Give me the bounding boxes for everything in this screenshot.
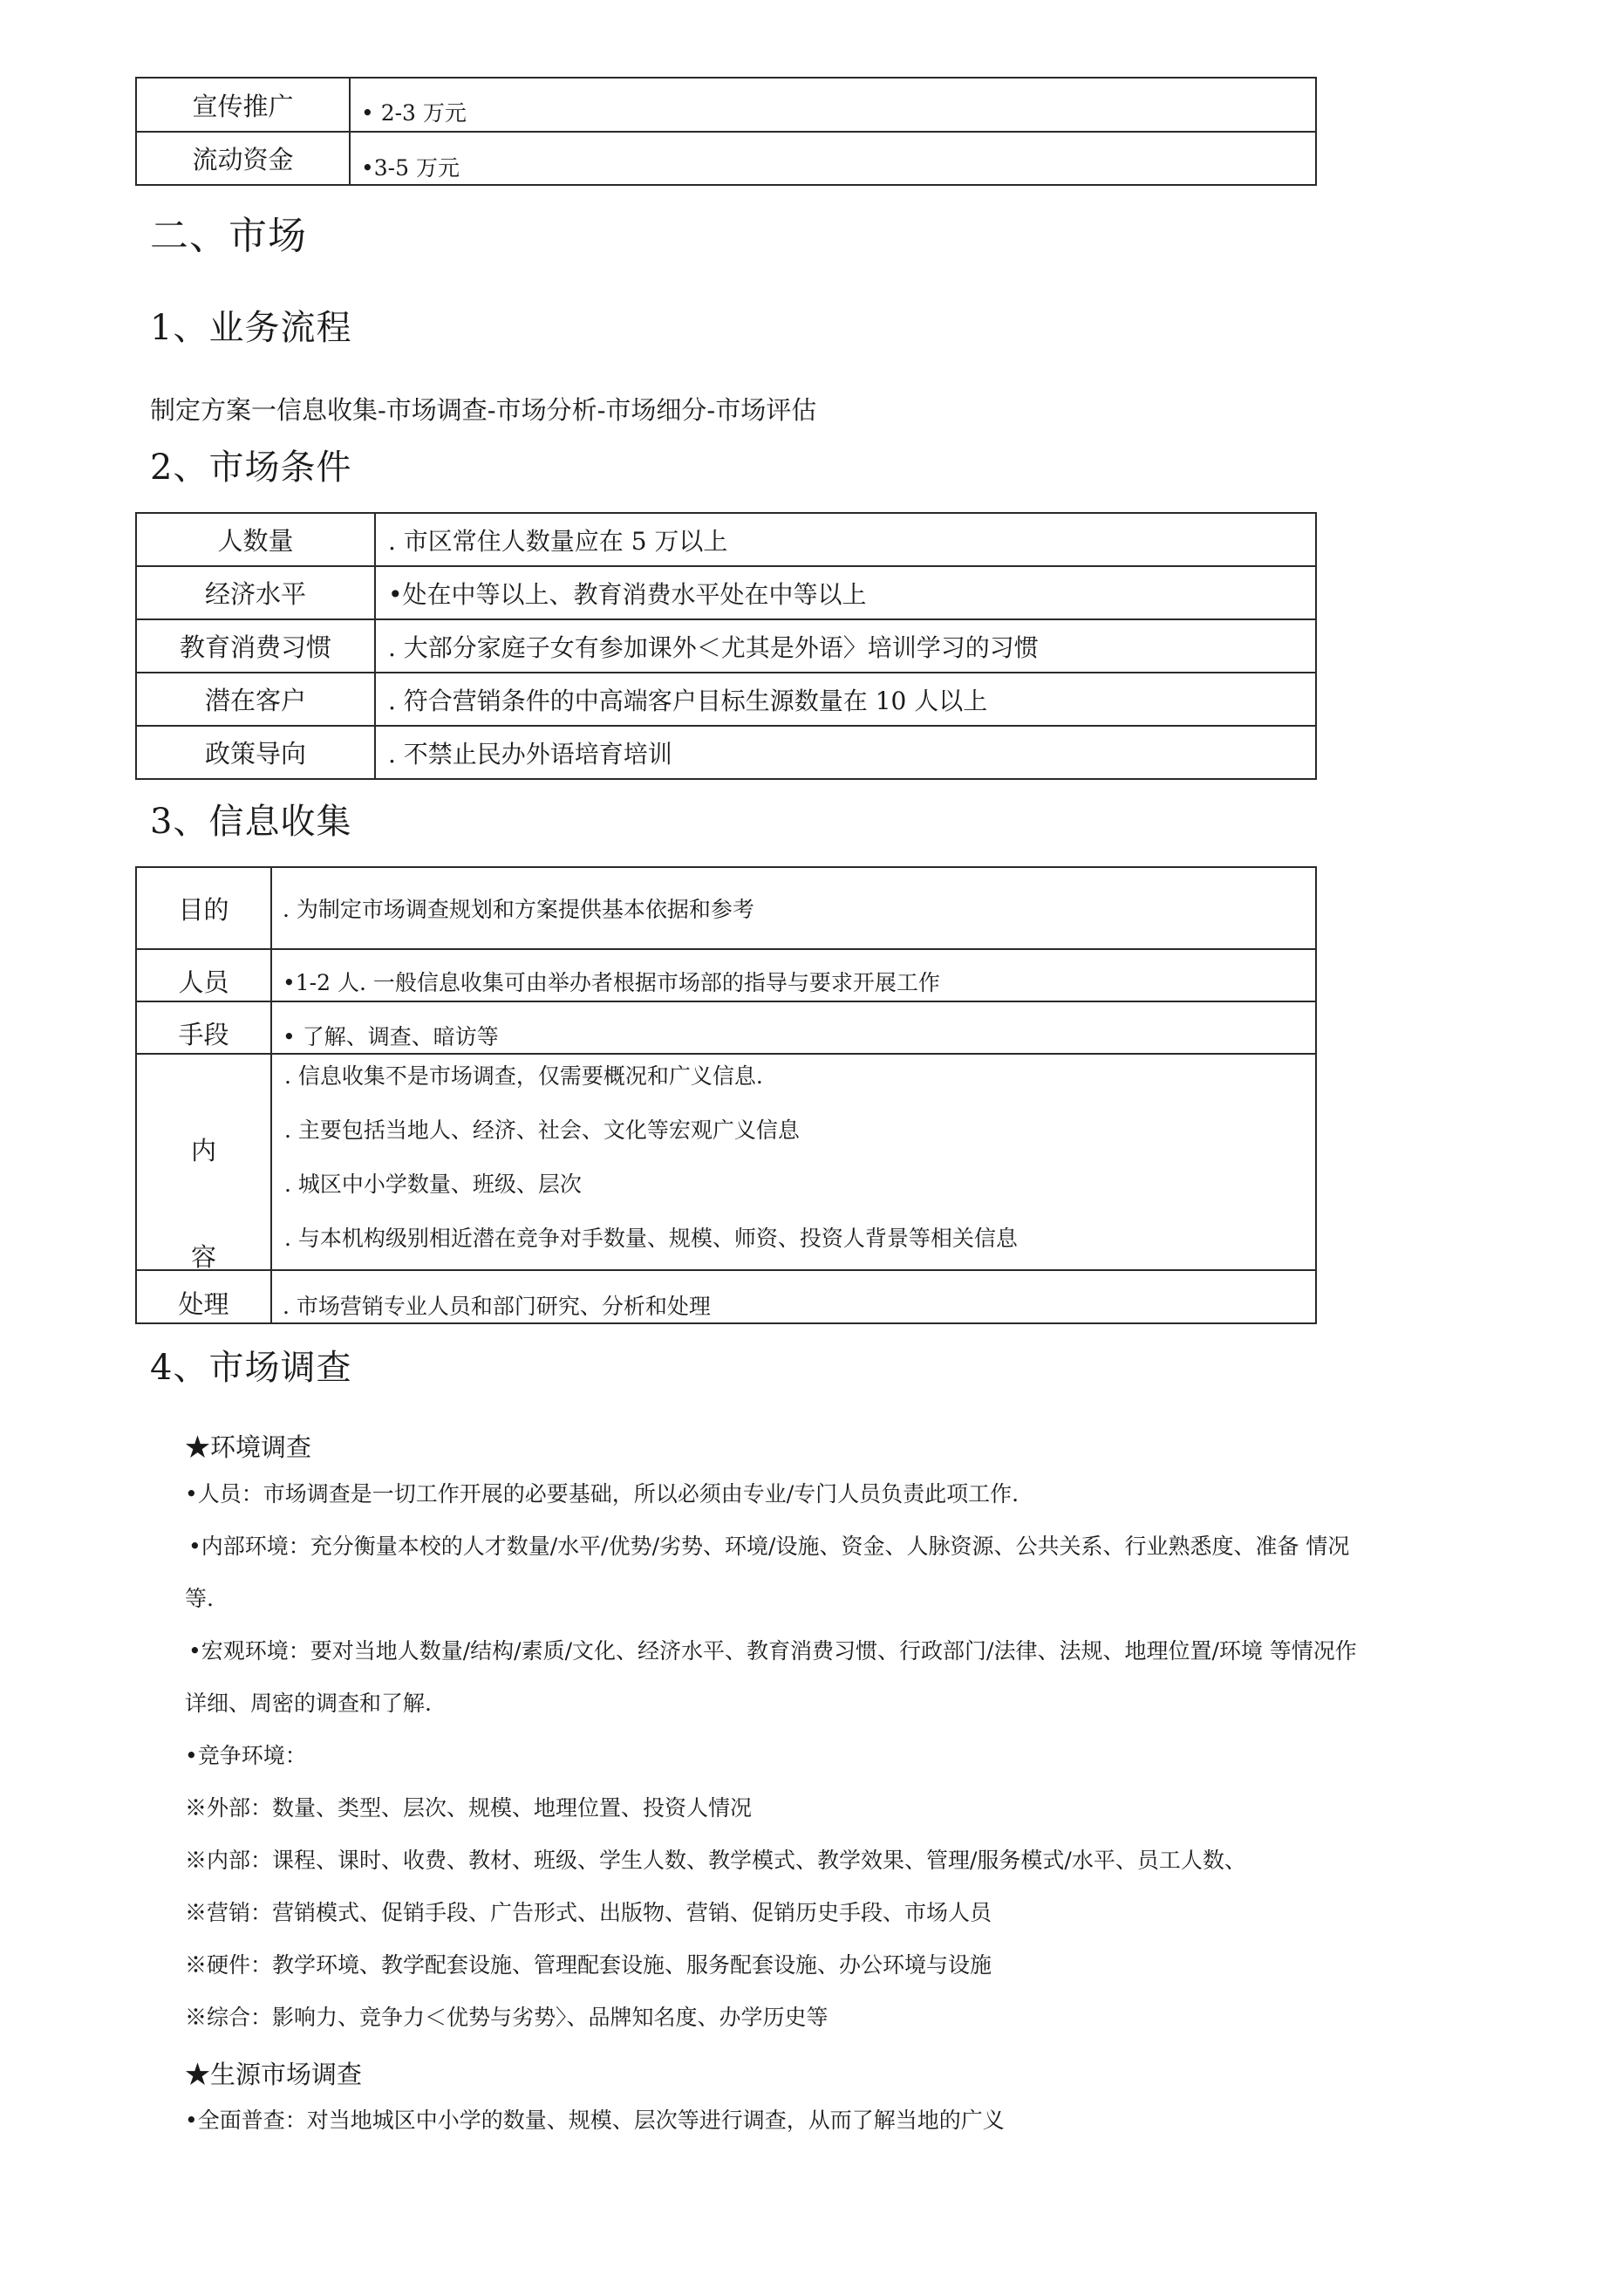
env-survey-heading: ★环境调查 [185, 1432, 312, 1462]
condition-label: 人数量 [136, 513, 375, 566]
condition-value: . 不禁止民办外语培育培训 [375, 726, 1316, 779]
paragraph-macro-env: •宏观环境：要对当地人数量/结构/素质/文化、经济水平、教育消费习惯、行政部门/法律、法规、地理位置/环境 等情况作 [188, 1638, 1357, 1664]
subsection-title-market-survey: 4、市场调查 [150, 1348, 352, 1388]
table-row [136, 1001, 1316, 1054]
section-title-market: 二、市场 [150, 214, 307, 258]
content-line: . 信息收集不是市场调查，仅需要概况和广义信息. [284, 1063, 763, 1089]
means-value: • 了解、调查、暗访等 [271, 1001, 1316, 1054]
condition-label: 潜在客户 [136, 673, 375, 726]
purpose-label: 目的 [136, 867, 271, 949]
info-collection-table [135, 866, 1317, 1324]
source-survey-heading: ★生源市场调查 [185, 2060, 363, 2089]
table-row [136, 619, 1316, 673]
condition-value: •处在中等以上、教育消费水平处在中等以上 [375, 566, 1316, 619]
paragraph-external: ※外部：数量、类型、层次、规模、地理位置、投资人情况 [185, 1795, 753, 1821]
content-label-1: 内 [190, 1136, 216, 1165]
paragraph-staff: •人员：市场调查是一切工作开展的必要基础，所以必须由专业/专门人员负责此项工作. [185, 1481, 1019, 1507]
condition-label: 政策导向 [136, 726, 375, 779]
staff-label: 人员 [136, 949, 271, 1001]
table-row [136, 673, 1316, 726]
process-label: 处理 [136, 1270, 271, 1323]
condition-value: . 大部分家庭子女有参加课外＜尤其是外语〉培训学习的习惯 [375, 619, 1316, 673]
table-row [136, 867, 1316, 949]
paragraph-competition-env: •竞争环境： [185, 1743, 307, 1768]
condition-value: . 符合营销条件的中高端客户目标生源数量在 10 人以上 [375, 673, 1316, 726]
table-row [136, 949, 1316, 1001]
content-line: . 主要包括当地人、经济、社会、文化等宏观广义信息 [284, 1117, 800, 1143]
staff-value: •1-2 人. 一般信息收集可由举办者根据市场部的指导与要求开展工作 [271, 949, 1316, 1001]
content-lines-cell [271, 1054, 1316, 1270]
budget-label-working-capital: 流动资金 [136, 132, 350, 185]
content-line: . 与本机构级别相近潜在竞争对手数量、规模、师资、投资人背景等相关信息 [284, 1226, 1018, 1251]
content-line: . 城区中小学数量、班级、层次 [284, 1172, 582, 1197]
table-row [136, 726, 1316, 779]
paragraph-internal-env: •内部环境：充分衡量本校的人才数量/水平/优势/劣势、环境/设施、资金、人脉资源、公共关系、行业熟悉度、准备 情况 [188, 1534, 1350, 1559]
paragraph-internal: ※内部：课程、课时、收费、教材、班级、学生人数、教学模式、教学效果、管理/服务模式/水平、员工人数、 [185, 1848, 1246, 1873]
table-row [136, 566, 1316, 619]
table-row [136, 513, 1316, 566]
market-conditions-table [135, 512, 1317, 780]
subsection-title-info-collection: 3、信息收集 [150, 802, 352, 842]
subsection-title-market-conditions: 2、市场条件 [150, 448, 352, 488]
subsection-title-business-process: 1、业务流程 [150, 308, 352, 348]
condition-value: . 市区常住人数量应在 5 万以上 [375, 513, 1316, 566]
paragraph-overall: ※综合：影响力、竞争力＜优势与劣势〉、品牌知名度、办学历史等 [185, 2005, 829, 2030]
table-row [136, 132, 1316, 185]
budget-table [135, 77, 1317, 186]
paragraph-macro-env-cont: 详细、周密的调查和了解. [185, 1691, 432, 1716]
means-label: 手段 [136, 1001, 271, 1054]
budget-value-promotion: • 2-3 万元 [350, 78, 1316, 132]
budget-label-promotion: 宣传推广 [136, 78, 350, 132]
paragraph-marketing: ※营销：营销模式、促销手段、广告形式、出版物、营销、促销历史手段、市场人员 [185, 1900, 992, 1925]
condition-label: 教育消费习惯 [136, 619, 375, 673]
paragraph-hardware: ※硬件：教学环境、教学配套设施、管理配套设施、服务配套设施、办公环境与设施 [185, 1952, 992, 1978]
purpose-value: . 为制定市场调查规划和方案提供基本依据和参考 [271, 867, 1316, 949]
table-row [136, 78, 1316, 132]
paragraph-internal-env-cont: 等. [185, 1586, 214, 1611]
content-label-2: 容 [190, 1242, 216, 1272]
condition-label: 经济水平 [136, 566, 375, 619]
business-flow-text: 制定方案一信息收集-市场调查-市场分析-市场细分-市场评估 [150, 395, 817, 425]
table-row [136, 1270, 1316, 1323]
table-row [136, 1054, 1316, 1270]
content-label-cell [136, 1054, 271, 1270]
paragraph-census: •全面普查：对当地城区中小学的数量、规模、层次等进行调查，从而了解当地的广义 [185, 2108, 1005, 2133]
process-value: . 市场营销专业人员和部门研究、分析和处理 [271, 1270, 1316, 1323]
budget-value-working-capital: •3-5 万元 [350, 132, 1316, 185]
